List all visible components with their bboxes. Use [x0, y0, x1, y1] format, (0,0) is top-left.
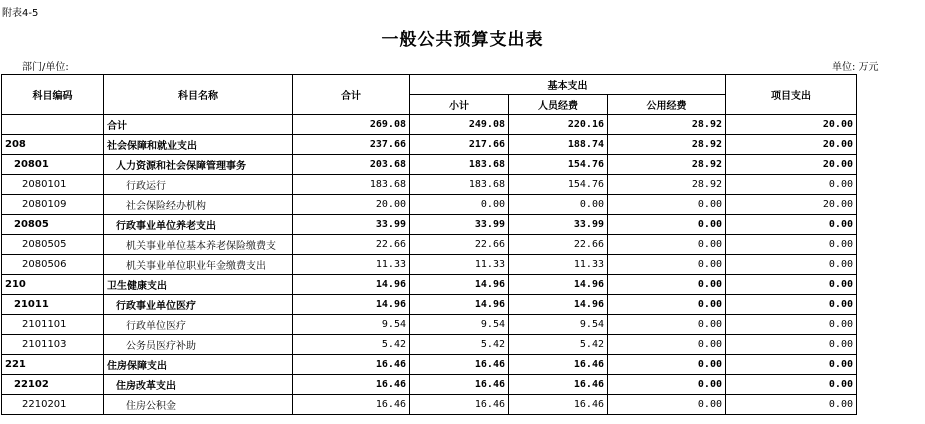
cell-name: 卫生健康支出 — [104, 275, 293, 295]
cell-subtotal: 11.33 — [410, 255, 509, 275]
table-row — [2, 215, 857, 235]
cell-total: 16.46 — [293, 355, 410, 375]
cell-public: 0.00 — [608, 295, 726, 315]
cell-project: 0.00 — [726, 375, 857, 395]
cell-code: 208 — [2, 135, 104, 155]
cell-public: 0.00 — [608, 355, 726, 375]
cell-code: 2080506 — [2, 255, 104, 275]
cell-code: 2101101 — [2, 315, 104, 335]
table-row — [2, 195, 857, 215]
department-label: 部门/单位: — [22, 62, 69, 73]
table-row — [2, 295, 857, 315]
cell-code: 221 — [2, 355, 104, 375]
cell-name: 机关事业单位职业年金缴费支出 — [104, 255, 293, 275]
table-row — [2, 235, 857, 255]
cell-personnel: 22.66 — [509, 235, 608, 255]
cell-personnel: 14.96 — [509, 275, 608, 295]
cell-name: 住房保障支出 — [104, 355, 293, 375]
table-row — [2, 315, 857, 335]
cell-project: 0.00 — [726, 275, 857, 295]
cell-project: 0.00 — [726, 235, 857, 255]
cell-personnel: 9.54 — [509, 315, 608, 335]
cell-personnel: 14.96 — [509, 295, 608, 315]
cell-subtotal: 16.46 — [410, 355, 509, 375]
cell-project: 20.00 — [726, 195, 857, 215]
cell-subtotal: 14.96 — [410, 275, 509, 295]
table-row — [2, 335, 857, 355]
cell-name: 行政事业单位养老支出 — [104, 215, 293, 235]
cell-project: 0.00 — [726, 255, 857, 275]
table-row — [2, 115, 857, 135]
cell-subtotal: 16.46 — [410, 395, 509, 415]
cell-public: 0.00 — [608, 275, 726, 295]
header-basic: 基本支出 — [410, 75, 726, 95]
cell-public: 0.00 — [608, 195, 726, 215]
header-name: 科目名称 — [104, 75, 293, 115]
cell-code: 2210201 — [2, 395, 104, 415]
cell-subtotal: 33.99 — [410, 215, 509, 235]
header-personnel: 人员经费 — [509, 95, 608, 115]
cell-code: 2101103 — [2, 335, 104, 355]
table-row — [2, 275, 857, 295]
header-code: 科目编码 — [2, 75, 104, 115]
page-title: 一般公共预算支出表 — [381, 30, 544, 50]
cell-public: 28.92 — [608, 175, 726, 195]
budget-table — [1, 74, 857, 415]
cell-public: 0.00 — [608, 335, 726, 355]
cell-project: 0.00 — [726, 175, 857, 195]
table-row — [2, 395, 857, 415]
cell-project: 20.00 — [726, 115, 857, 135]
cell-total: 16.46 — [293, 395, 410, 415]
cell-project: 0.00 — [726, 395, 857, 415]
unit-label: 单位: 万元 — [832, 62, 879, 73]
table-row — [2, 375, 857, 395]
cell-total: 183.68 — [293, 175, 410, 195]
cell-total: 269.08 — [293, 115, 410, 135]
cell-subtotal: 0.00 — [410, 195, 509, 215]
cell-name: 住房公积金 — [104, 395, 293, 415]
table-row — [2, 255, 857, 275]
cell-total: 9.54 — [293, 315, 410, 335]
cell-public: 0.00 — [608, 235, 726, 255]
table-row — [2, 155, 857, 175]
cell-personnel: 16.46 — [509, 395, 608, 415]
cell-total: 11.33 — [293, 255, 410, 275]
cell-name: 人力资源和社会保障管理事务 — [104, 155, 293, 175]
cell-personnel: 0.00 — [509, 195, 608, 215]
cell-subtotal: 14.96 — [410, 295, 509, 315]
table-row — [2, 135, 857, 155]
cell-project: 0.00 — [726, 335, 857, 355]
cell-subtotal: 9.54 — [410, 315, 509, 335]
cell-public: 28.92 — [608, 135, 726, 155]
cell-subtotal: 249.08 — [410, 115, 509, 135]
cell-total: 20.00 — [293, 195, 410, 215]
cell-name: 公务员医疗补助 — [104, 335, 293, 355]
cell-name: 行政运行 — [104, 175, 293, 195]
cell-code: 2080101 — [2, 175, 104, 195]
cell-total: 33.99 — [293, 215, 410, 235]
cell-code: 22102 — [2, 375, 104, 395]
cell-name: 合计 — [104, 115, 293, 135]
cell-personnel: 154.76 — [509, 175, 608, 195]
cell-name: 行政单位医疗 — [104, 315, 293, 335]
cell-subtotal: 5.42 — [410, 335, 509, 355]
cell-total: 14.96 — [293, 275, 410, 295]
cell-total: 16.46 — [293, 375, 410, 395]
cell-personnel: 16.46 — [509, 355, 608, 375]
attachment-label: 附表4-5 — [2, 8, 39, 19]
cell-code: 210 — [2, 275, 104, 295]
table-row — [2, 355, 857, 375]
cell-personnel: 11.33 — [509, 255, 608, 275]
cell-name: 机关事业单位基本养老保险缴费支 — [104, 235, 293, 255]
cell-subtotal: 183.68 — [410, 155, 509, 175]
cell-total: 22.66 — [293, 235, 410, 255]
cell-personnel: 154.76 — [509, 155, 608, 175]
table-body — [2, 115, 857, 415]
cell-subtotal: 22.66 — [410, 235, 509, 255]
header-subtotal: 小计 — [410, 95, 509, 115]
cell-project: 20.00 — [726, 155, 857, 175]
cell-project: 20.00 — [726, 135, 857, 155]
cell-personnel: 33.99 — [509, 215, 608, 235]
cell-public: 28.92 — [608, 155, 726, 175]
cell-project: 0.00 — [726, 295, 857, 315]
cell-name: 社会保险经办机构 — [104, 195, 293, 215]
cell-name: 社会保障和就业支出 — [104, 135, 293, 155]
cell-total: 203.68 — [293, 155, 410, 175]
cell-subtotal: 16.46 — [410, 375, 509, 395]
cell-personnel: 220.16 — [509, 115, 608, 135]
cell-personnel: 188.74 — [509, 135, 608, 155]
cell-public: 0.00 — [608, 375, 726, 395]
cell-total: 14.96 — [293, 295, 410, 315]
cell-subtotal: 217.66 — [410, 135, 509, 155]
cell-name: 住房改革支出 — [104, 375, 293, 395]
cell-project: 0.00 — [726, 215, 857, 235]
header-public: 公用经费 — [608, 95, 726, 115]
cell-public: 0.00 — [608, 215, 726, 235]
cell-code — [2, 115, 104, 135]
cell-code: 2080109 — [2, 195, 104, 215]
cell-project: 0.00 — [726, 355, 857, 375]
cell-personnel: 16.46 — [509, 375, 608, 395]
cell-personnel: 5.42 — [509, 335, 608, 355]
cell-code: 20805 — [2, 215, 104, 235]
header-total: 合计 — [293, 75, 410, 115]
cell-project: 0.00 — [726, 315, 857, 335]
cell-code: 21011 — [2, 295, 104, 315]
cell-public: 28.92 — [608, 115, 726, 135]
cell-name: 行政事业单位医疗 — [104, 295, 293, 315]
header-project: 项目支出 — [726, 75, 857, 115]
cell-public: 0.00 — [608, 395, 726, 415]
cell-total: 5.42 — [293, 335, 410, 355]
table-row — [2, 175, 857, 195]
cell-total: 237.66 — [293, 135, 410, 155]
cell-code: 2080505 — [2, 235, 104, 255]
cell-public: 0.00 — [608, 255, 726, 275]
cell-code: 20801 — [2, 155, 104, 175]
cell-public: 0.00 — [608, 315, 726, 335]
cell-subtotal: 183.68 — [410, 175, 509, 195]
